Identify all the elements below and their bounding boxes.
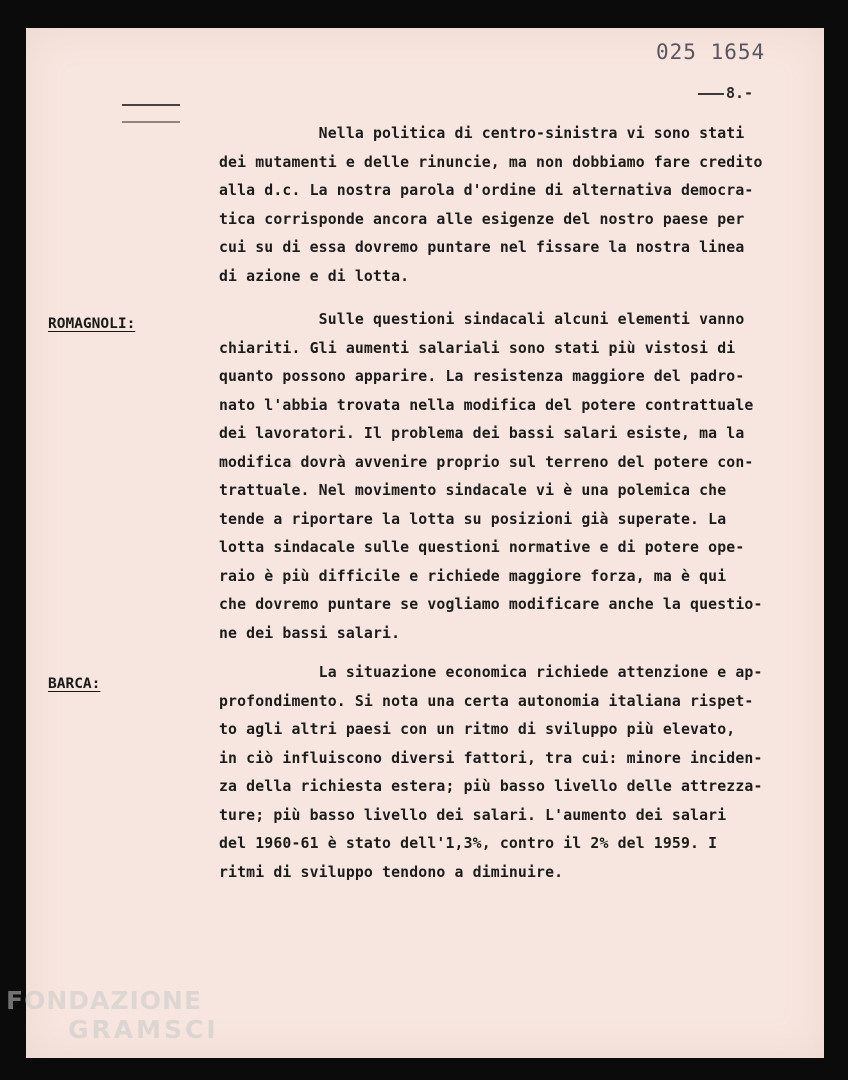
fondazione-gramsci-watermark [6, 988, 219, 1042]
text-line: chiariti. Gli aumenti salariali sono stati più vistosi di [219, 339, 736, 357]
page-number-dash [698, 93, 724, 95]
text-line: za della richiesta estera; più basso livello delle attrezza- [219, 778, 763, 795]
paragraph-barca [219, 659, 819, 887]
paragraph-romagnoli [219, 306, 819, 648]
text-line: ritmi di sviluppo tendono a diminuire. [219, 863, 564, 881]
text-line: quanto possono apparire. La resistenza maggiore del padro- [219, 368, 745, 385]
text-line: ture; più basso livello dei salari. L'aumento dei salari [219, 806, 727, 824]
text-line: tende a riportare la lotta su posizioni già superate. La [219, 510, 727, 528]
paragraph-continuation [219, 120, 819, 291]
text-line: cui su di essa dovremo puntare nel fissare la nostra linea [219, 239, 745, 256]
text-line: to agli altri paesi con un ritmo di sviluppo più elevato, [219, 721, 736, 738]
text-line: dei lavoratori. Il problema dei bassi salari esiste, ma la [219, 425, 745, 442]
text-line: del 1960-61 è stato dell'1,3%, contro il 2% del 1959. I [219, 835, 718, 852]
text-line: tica corrisponde ancora alle esigenze del nostro paese per [219, 210, 745, 228]
speaker-romagnoli: ROMAGNOLI: [48, 316, 136, 332]
margin-rule-bottom [122, 121, 180, 123]
text-line: di azione e di lotta. [219, 267, 410, 285]
text-line: in ciò influiscono diversi fattori, tra cui: minore inciden- [219, 749, 763, 767]
text-line: La situazione economica richiede attenzione e ap- [219, 664, 763, 681]
archive-number: 025 1654 [656, 40, 766, 64]
text-line: dei mutamenti e delle rinuncie, ma non dobbiamo fare credito [219, 153, 763, 171]
page-number-text: 8.- [726, 84, 754, 102]
text-line: Nella politica di centro-sinistra vi sono stati [219, 125, 745, 142]
text-line: Sulle questioni sindacali alcuni elementi vanno [219, 311, 745, 328]
text-line: trattuale. Nel movimento sindacale vi è una polemica che [219, 482, 727, 499]
speaker-barca: BARCA: [48, 676, 101, 692]
text-line: raio è più difficile e richiede maggiore forza, ma è qui [219, 567, 727, 585]
margin-rule-top [122, 104, 180, 106]
text-line: modifica dovrà avvenire proprio sul terreno del potere con- [219, 453, 754, 471]
text-line: che dovremo puntare se vogliamo modificare anche la questio- [219, 596, 763, 613]
watermark-line1: FONDAZIONE [6, 986, 203, 1015]
text-line: alla d.c. La nostra parola d'ordine di alternativa democra- [219, 182, 754, 199]
text-line: profondimento. Si nota una certa autonomia italiana rispet- [219, 692, 754, 710]
text-line: lotta sindacale sulle questioni normative e di potere ope- [219, 539, 745, 556]
watermark-line2: GRAMSCI [68, 1015, 219, 1044]
text-line: ne dei bassi salari. [219, 624, 401, 642]
page-number [698, 84, 753, 102]
text-line: nato l'abbia trovata nella modifica del potere contrattuale [219, 396, 754, 414]
